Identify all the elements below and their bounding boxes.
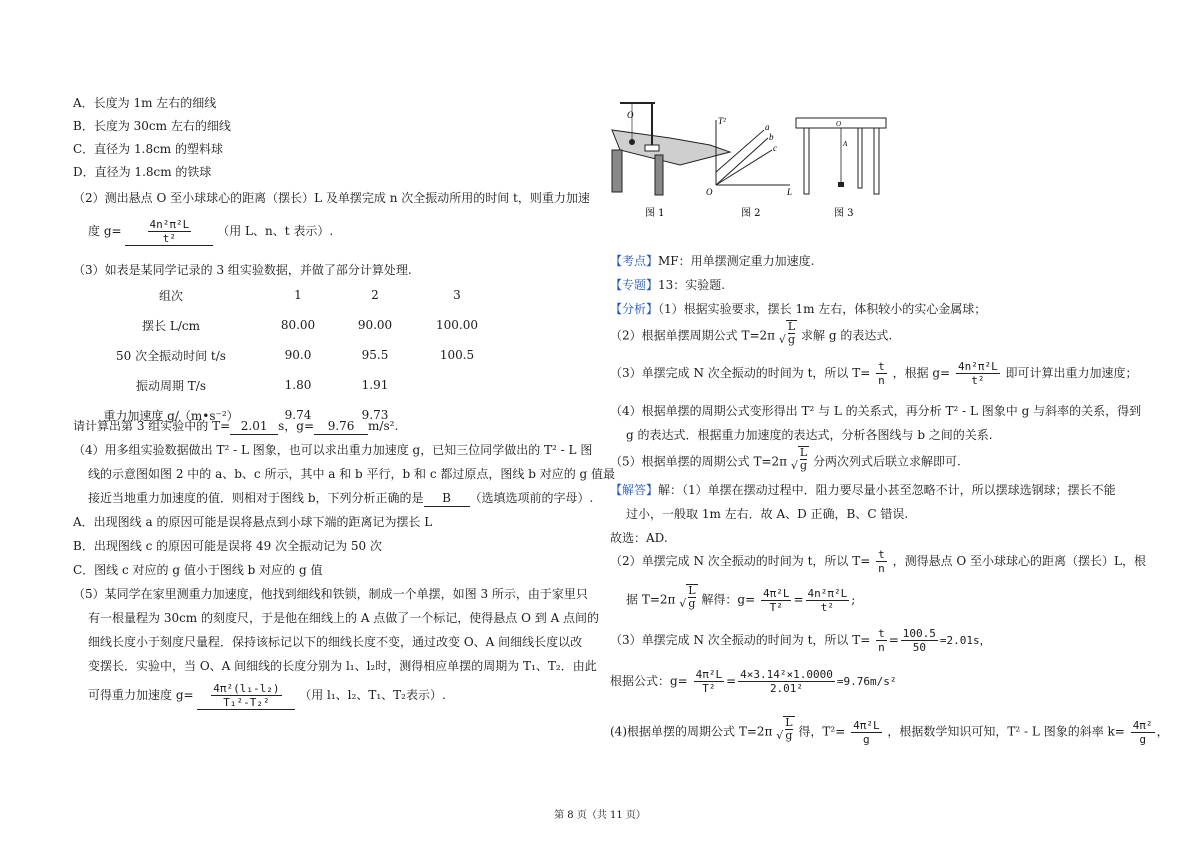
data-table <box>80 280 498 430</box>
q3-g-blank: 9.76 <box>314 418 368 435</box>
j3b-frac2-den: 2.01² <box>769 682 804 695</box>
fig1-point-O: O <box>627 110 634 120</box>
q4-line2: 线的示意图如图 2 中的 a、b、c 所示，其中 a 和 b 平行，b 和 c 都过原点，图线 b 对应的 g 值最 <box>88 467 616 481</box>
j4-frac2-num: 4π² <box>1132 718 1153 732</box>
line-c-label: c <box>773 143 777 153</box>
jieda-4: (4)根据单摆的周期公式 T=2π √ $\frac{L}{g}$ 得，T²= $\frac{\text{4π²L}}{g}$ ，根据数学知识可知，T² - L 图象的斜率 k= $\frac{\text{4π²}}{g}$ ， <box>610 716 1169 748</box>
table-cell: 振动周期 T/s <box>135 378 207 393</box>
fenxi-2-prefix: （2）根据单摆周期公式 T=2π <box>610 328 776 343</box>
fenxi-3-suffix: 即可计算出重力加速度； <box>1005 366 1138 380</box>
table-row <box>80 310 498 340</box>
j3b-frac1-den: T² <box>702 682 716 695</box>
q2-answer-line <box>88 218 333 246</box>
q4-answer-blank: B <box>424 490 470 507</box>
j2-frac-t: t <box>878 548 885 561</box>
q5-answer-line <box>88 682 446 710</box>
j2b-frac2-den: t² <box>820 600 835 614</box>
fig3-point-O: O <box>836 120 842 128</box>
jieda-3b-value: =9.76m/s² <box>836 675 897 688</box>
fenxi-5-prefix: （5）根据单摆的周期公式 T=2π <box>610 454 788 469</box>
q5-line2: 有一根量程为 30cm 的刻度尺，于是他在细线上的 A 点做了一个标记，使得悬点 O 到 A 点间的 <box>88 611 600 625</box>
table-cell: 2 <box>371 288 379 302</box>
table-cell: 90.00 <box>357 318 393 332</box>
q4-option-b: B．出现图线 c 的原因可能是误将 49 次全振动记为 50 次 <box>73 539 382 553</box>
figure-1 <box>612 103 730 195</box>
line-a-label: a <box>765 122 770 132</box>
q5-line3: 细线长度小于刻度尺量程．保持该标记以下的细线长度不变，通过改变 O、A 间细线长度以改 <box>88 635 583 649</box>
figure-1-caption: 图 1 <box>645 208 665 219</box>
table-cell <box>416 370 498 400</box>
q2-den: t² <box>162 232 177 245</box>
figure-2-caption: 图 2 <box>741 208 761 219</box>
j3-frac-num: 100.5 <box>902 627 936 640</box>
q5-den: T₁²-T₂² <box>223 696 270 709</box>
j2-frac-n: n <box>878 562 885 575</box>
fenxi-3 <box>610 360 1138 387</box>
jieda-1 <box>610 482 1116 498</box>
table-cell: 9.73 <box>361 408 389 422</box>
table-cell: 1.91 <box>361 378 389 392</box>
j4-frac1-den: g <box>863 732 870 746</box>
jieda-2b-mid: 解得：g= <box>701 592 756 607</box>
jieda-3-value: =2.01s， <box>939 634 991 647</box>
q2-answer-blank <box>125 218 213 246</box>
guxuan: 故选：AD. <box>610 531 668 545</box>
q5-line4: 变摆长．实验中，当 O、A 间细线的长度分别为 l₁、l₂时，测得相应单摆的周期为 T₁、T₂．由此 <box>88 659 597 673</box>
j3b-frac1-num: 4π²L <box>695 668 723 681</box>
q4-line1: （4）用多组实验数据做出 T² - L 图象，也可以求出重力加速度 g，已知三位同学做出的 T² - L 图 <box>73 443 593 457</box>
line-b-label: b <box>769 132 774 142</box>
table-cell <box>416 400 498 430</box>
frac-4n2pi2L: 4n²π²L <box>957 360 998 373</box>
table-cell: 重力加速度 g/（m•s⁻²） <box>103 408 239 423</box>
frac-t: t <box>878 360 885 373</box>
j2b-sqrt-num: L <box>688 584 696 597</box>
axis-T2: T² <box>718 116 726 126</box>
j3-frac-den: 50 <box>912 641 926 654</box>
j3-frac-n: n <box>878 641 885 654</box>
q2-prefix: 度 g= <box>88 224 122 238</box>
jieda-2b-prefix: 据 T=2π <box>626 592 676 607</box>
fig3-point-A: A <box>843 140 848 148</box>
sqrt-den-5: g <box>800 459 808 472</box>
q3-answer-line <box>73 418 398 435</box>
table-cell: 3 <box>453 288 461 302</box>
jieda-4-mid2: ，根据数学知识可知，T² - L 图象的斜率 k= <box>887 724 1125 739</box>
q5-prefix: 可得重力加速度 g= <box>88 688 194 702</box>
table-cell: 100.5 <box>439 348 475 362</box>
table-header-row <box>80 280 498 310</box>
jieda-2-suffix: ，测得悬点 O 至小球球心的距离（摆长）L，根 <box>892 554 1146 568</box>
table-cell: 组次 <box>158 288 183 303</box>
q5-line1: （5）某同学在家里测重力加速度，他找到细线和铁锁，制成一个单摆，如图 3 所示，由于家里只 <box>73 587 588 601</box>
fenxi-4b: g 的表达式．根据重力加速度的表达式，分析各图线与 b 之间的关系. <box>626 428 993 442</box>
zhuanti-text: 13：实验题. <box>658 278 726 292</box>
jieda-2b: 据 T=2π √ $\frac{L}{g}$ 解得：g= $\frac{\text{4π²L}}{\text{T²}}$ = $\frac{\text{4n²π²L}}{\text{t²}}$ ; <box>626 584 855 616</box>
fenxi-1: （1）根据实验要求，摆长 1m 左右，体积较小的实心金属球； <box>658 302 987 316</box>
axis-origin: O <box>706 187 713 197</box>
jieda-2 <box>610 548 1146 575</box>
j3-frac-t: t <box>878 627 885 640</box>
jieda-1b: 过小，一般取 1m 左右．故 A、D 正确，B、C 错误. <box>626 507 909 521</box>
fenxi-2-suffix: 求解 g 的表达式. <box>801 328 893 343</box>
j3b-frac2-num: 4×3.14²×1.0000 <box>740 668 833 681</box>
q2-line1: （2）测出悬点 O 至小球球心的距离（摆长）L 及单摆完成 n 次全振动所用的时间 t，则重力加速 <box>73 191 590 205</box>
table-row <box>80 340 498 370</box>
kaodian-tag: 【考点】 <box>610 254 659 268</box>
table-cell: 100.00 <box>436 318 478 332</box>
figure-3-caption: 图 3 <box>834 208 854 219</box>
jieda-tag: 【解答】 <box>610 483 659 497</box>
fenxi-tag: 【分析】 <box>610 302 659 316</box>
q5-num: 4π²(l₁-l₂) <box>213 682 280 695</box>
fenxi-5: （5）根据单摆的周期公式 T=2π √ $\frac{L}{g}$ 分两次列式后联立求解即可. <box>610 446 961 478</box>
jieda-4-prefix: (4)根据单摆的周期公式 T=2π <box>610 724 773 739</box>
zhuanti <box>610 277 725 293</box>
kaodian <box>610 253 814 269</box>
option-d: D．直径为 1.8cm 的铁球 <box>73 165 212 179</box>
jieda-3b-prefix: 根据公式：g= <box>610 674 688 688</box>
j4-frac1-num: 4π²L <box>853 718 880 732</box>
table-cell: 95.5 <box>361 348 389 362</box>
jieda-3: （3）单摆完成 N 次全振动的时间为 t，所以 T= $\frac{t}{n}$ = $\frac{100.5}{50}$ =2.01s， <box>610 627 991 654</box>
jieda-2-prefix: （2）单摆完成 N 次全振动的时间为 t，所以 T= <box>610 554 871 568</box>
option-b: B．长度为 30cm 左右的细线 <box>73 119 231 133</box>
fenxi-3-prefix: （3）单摆完成 N 次全振动的时间为 t，所以 T= <box>610 366 871 380</box>
axis-L: L <box>787 187 793 197</box>
figure-3 <box>796 118 886 194</box>
j2b-frac1-num: 4π²L <box>762 586 790 600</box>
q5-answer-blank <box>197 682 295 710</box>
q2-num: 4n²π²L <box>149 218 190 231</box>
q4-line3-prefix: 接近当地重力加速度的值．则相对于图线 b，下列分析正确的是 <box>88 491 424 505</box>
j2b-sqrt-den: g <box>688 597 696 610</box>
kaodian-text: MF：用单摆测定重力加速度. <box>658 254 815 268</box>
table-cell: 9.74 <box>284 408 312 422</box>
jieda-4-end: ， <box>1156 724 1169 739</box>
frac-t2: t² <box>971 374 985 387</box>
jieda-3b: 根据公式：g= $\frac{\text{4π²L}}{\text{T²}}$ = $\frac{\text{4×3.14²×1.0000}}{\text{2.01²}}$ =9.76m/s² <box>610 668 897 695</box>
q3-T-blank: 2.01 <box>230 418 278 435</box>
sqrt-den: g <box>788 333 796 346</box>
figure-2 <box>706 116 792 197</box>
table-cell: 50 次全振动时间 t/s <box>116 348 226 363</box>
q4-option-a: A．出现图线 a 的原因可能是误将悬点到小球下端的距离记为摆长 L <box>73 515 433 529</box>
page-footer: 第 8 页（共 11 页） <box>554 810 646 821</box>
frac-n: n <box>878 374 885 387</box>
q4-line3-suffix: （选填选项前的字母）. <box>469 491 594 505</box>
fenxi-2: （2）根据单摆周期公式 T=2π √ $\frac{L}{g}$ 求解 g 的表达式. <box>610 320 892 352</box>
q5-suffix: （用 l₁、l₂、T₁、T₂表示）. <box>299 688 446 702</box>
j4-sqrt-den: g <box>785 729 793 742</box>
fenxi-5-suffix: 分两次列式后联立求解即可. <box>813 454 961 469</box>
table-cell: 1 <box>294 288 302 302</box>
q4-option-c: C．图线 c 对应的 g 值小于图线 b 对应的 g 值 <box>73 563 323 577</box>
q3-unit: m/s². <box>368 419 399 433</box>
sqrt-num: L <box>787 320 796 333</box>
q2-suffix: （用 L、n、t 表示）. <box>217 224 334 238</box>
q3-intro: （3）如表是某同学记录的 3 组实验数据，并做了部分计算处理. <box>73 263 412 277</box>
j2b-frac2-num: 4n²π²L <box>807 586 848 600</box>
j4-sqrt-num: L <box>785 716 793 729</box>
zhuanti-tag: 【专题】 <box>610 278 659 292</box>
fenxi-3-mid: ，根据 g= <box>892 366 951 380</box>
j2b-frac1-den: T² <box>769 600 783 614</box>
jieda-3-prefix: （3）单摆完成 N 次全振动的时间为 t，所以 T= <box>610 633 871 647</box>
option-c: C．直径为 1.8cm 的塑料球 <box>73 142 223 156</box>
option-a: A．长度为 1m 左右的细线 <box>73 96 217 110</box>
table-cell: 80.00 <box>280 318 316 332</box>
sqrt-num-5: L <box>799 446 808 459</box>
q3-answer-prefix: 请计算出第 3 组实验中的 T= <box>73 419 231 433</box>
table-row <box>80 370 498 400</box>
fenxi <box>610 301 986 317</box>
table-cell: 90.0 <box>284 348 312 362</box>
q4-line3 <box>88 490 593 507</box>
j4-frac2-den: g <box>1139 732 1146 746</box>
table-cell: 1.80 <box>284 378 312 392</box>
table-cell: 摆长 L/cm <box>142 318 200 333</box>
jieda-1-text: 解：（1）单摆在摆动过程中．阻力要尽量小甚至忽略不计，所以摆球选钢球；摆长不能 <box>658 483 1116 497</box>
fenxi-4a: （4）根据单摆的周期公式变形得出 T² 与 L 的关系式，再分析 T² - L 图象中 g 与斜率的关系，得到 <box>610 404 1142 418</box>
jieda-4-mid1: 得，T²= <box>798 724 846 739</box>
q3-mid: s，g= <box>278 419 315 433</box>
figures <box>600 0 1200 230</box>
